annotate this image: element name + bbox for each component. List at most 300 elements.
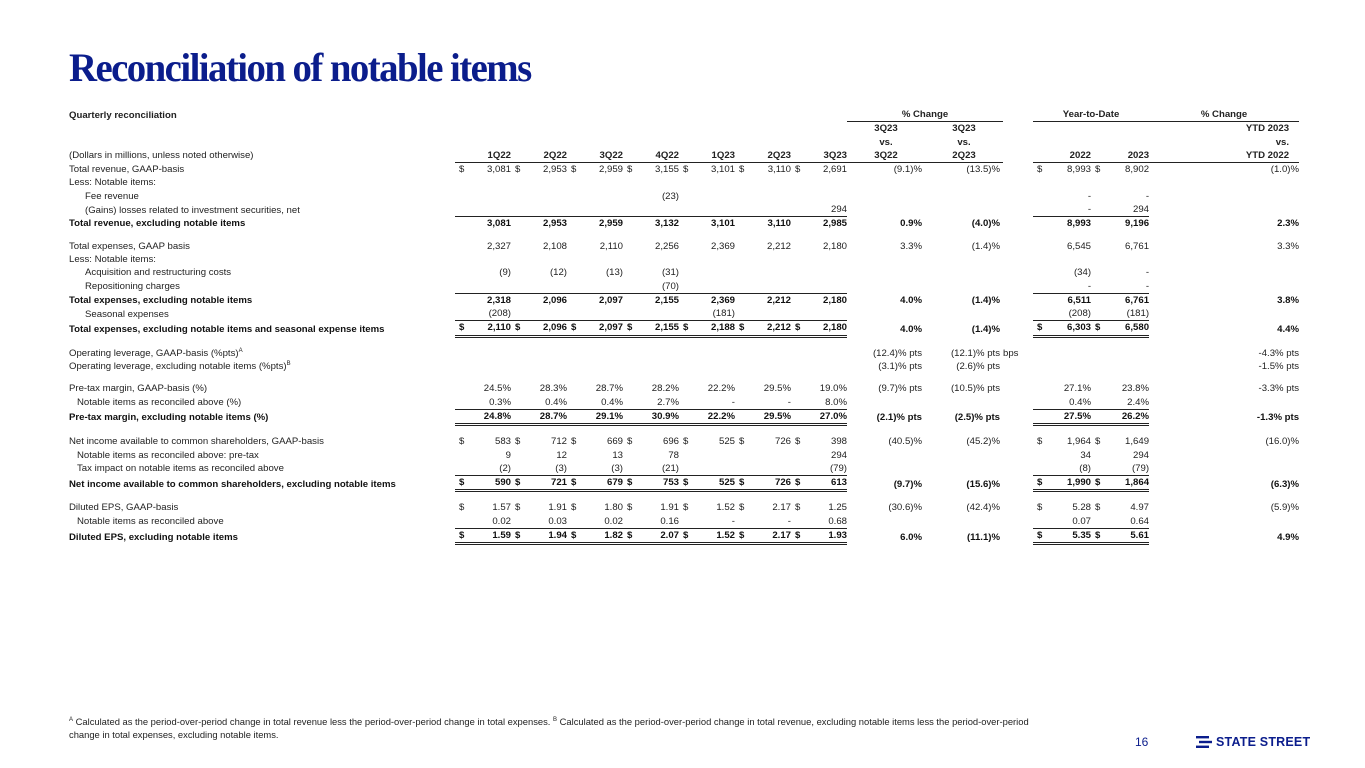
empty-cell	[801, 347, 847, 360]
table-row	[69, 347, 1299, 360]
dollar-sign	[735, 190, 745, 203]
dollar-sign: $	[567, 529, 577, 544]
dollar-sign	[567, 190, 577, 203]
empty-cell	[455, 176, 465, 189]
row-label	[69, 435, 455, 448]
ytd-change: -1.5% pts	[1258, 361, 1300, 373]
quarter-value: (23)	[661, 190, 679, 202]
page-title: Reconciliation of notable items	[69, 45, 531, 90]
dollar-sign	[511, 190, 521, 203]
ytd-value: 6,303	[1043, 321, 1091, 336]
empty-cell	[1091, 347, 1101, 360]
empty-cell	[1149, 176, 1299, 189]
ytd-change: (16.0)%	[1265, 436, 1300, 448]
quarter-value: 590	[465, 476, 511, 491]
dollar-sign	[455, 462, 465, 476]
ytd-change: 4.4%	[1277, 323, 1300, 335]
dollar-sign	[455, 217, 465, 231]
spacer	[1003, 136, 1033, 149]
empty-cell	[623, 347, 633, 360]
dollar-sign: $	[1037, 436, 1043, 448]
row-label	[69, 396, 455, 410]
dollar-sign: $	[795, 436, 801, 448]
quarter-value: 1.91	[548, 502, 567, 514]
quarter-value: 0.4%	[521, 396, 567, 410]
dollar-sign	[623, 217, 633, 231]
ytd-value: -	[1145, 267, 1150, 279]
quarter-value: 525	[689, 476, 735, 491]
empty-cell	[791, 253, 801, 266]
empty-cell	[925, 280, 1003, 294]
quarter-value: 294	[801, 203, 847, 217]
quarter-value: 726	[745, 476, 791, 491]
empty-cell	[1003, 176, 1033, 189]
quarter-value: 24.8%	[465, 409, 511, 424]
empty-cell	[735, 347, 745, 360]
quarter-value: 2,155	[633, 321, 679, 336]
ytd-value: 23.8%	[1121, 383, 1150, 395]
dollar-sign	[679, 293, 689, 307]
dollar-sign: $	[511, 529, 521, 544]
empty-cell	[847, 190, 925, 203]
quarter-value	[577, 203, 623, 217]
row-label-text: Notable items as reconciled above (%)	[77, 397, 242, 409]
dollar-sign	[1091, 280, 1101, 294]
dollar-sign: $	[515, 164, 521, 176]
change-vs-3q22: (3.1)% pts	[878, 361, 922, 373]
empty-cell	[1003, 280, 1033, 294]
ytd-vs-header: YTD 2022	[1149, 149, 1299, 163]
dollar-sign	[623, 293, 633, 307]
empty-cell	[633, 347, 679, 360]
dollar-sign	[1033, 293, 1043, 307]
dollar-sign: $	[795, 502, 801, 514]
dollar-sign: $	[739, 502, 745, 514]
ytd-value: -	[1043, 203, 1091, 217]
empty-cell	[511, 360, 521, 373]
quarter-value: 2,369	[710, 240, 735, 252]
quarter-value: 1.52	[689, 529, 735, 544]
quarter-value: 3,081	[486, 164, 511, 176]
dollar-sign	[1091, 382, 1101, 395]
dollar-sign: $	[739, 436, 745, 448]
dollar-sign	[679, 280, 689, 294]
change-vs-2q23: (4.0)%	[971, 218, 1001, 230]
dollar-sign	[791, 307, 801, 321]
table-row	[69, 190, 1299, 203]
spacer	[1033, 122, 1149, 136]
empty-cell	[925, 307, 1003, 321]
empty-cell	[577, 253, 623, 266]
dollar-sign	[1033, 240, 1043, 253]
empty-cell	[1149, 253, 1299, 266]
ytd-value: 26.2%	[1101, 409, 1149, 424]
row-label-text: Notable items as reconciled above: pre-tax	[77, 449, 259, 461]
empty-cell	[925, 190, 1003, 203]
dollar-sign	[791, 240, 801, 253]
dollar-sign	[735, 396, 745, 410]
row-label-text: Diluted EPS, GAAP-basis	[69, 502, 179, 514]
dollar-sign	[567, 462, 577, 476]
row-label-text: Fee revenue	[85, 190, 139, 202]
empty-cell	[633, 360, 679, 373]
dollar-sign	[567, 382, 577, 395]
quarter-value: 294	[830, 449, 847, 461]
empty-cell	[623, 360, 633, 373]
empty-cell	[1149, 515, 1299, 529]
dollar-sign: $	[455, 529, 465, 544]
dollar-sign: $	[455, 321, 465, 336]
dollar-sign	[511, 266, 521, 279]
quarter-value	[465, 203, 511, 217]
quarter-value: 1.94	[521, 529, 567, 544]
change-vs-2q23: (13.5)%	[966, 164, 1001, 176]
table-header-row-3	[69, 136, 1299, 149]
dollar-sign	[735, 280, 745, 294]
footnote-b-text: Calculated as the period-over-period change in total revenue, excluding notable items less the period-over-period change in total expenses, excluding notable items.	[69, 716, 1029, 740]
quarter-value: 28.7%	[595, 383, 623, 395]
empty-cell	[521, 360, 567, 373]
dollar-sign	[1091, 203, 1101, 217]
change-vs-2q23: (1.4)%	[971, 323, 1001, 335]
row-label	[69, 307, 455, 321]
row-label	[69, 382, 455, 395]
dollar-sign: $	[683, 502, 689, 514]
change-vs-3q22: 0.9%	[900, 218, 922, 230]
quarter-value: 2,959	[598, 164, 623, 176]
quarter-value: 712	[550, 436, 567, 448]
empty-cell	[847, 449, 925, 462]
quarter-value: 2,953	[542, 164, 567, 176]
dollar-sign	[1033, 203, 1043, 217]
dollar-sign	[1033, 217, 1043, 231]
row-label	[69, 360, 455, 373]
dollar-sign	[735, 203, 745, 217]
row-label	[69, 280, 455, 294]
table-row	[69, 501, 1299, 514]
row-label	[69, 217, 455, 231]
empty-cell	[1033, 347, 1043, 360]
change-vs-3q22: 6.0%	[900, 531, 922, 543]
ytd-change: 4.9%	[1277, 531, 1300, 543]
quarter-value: 28.7%	[521, 409, 567, 424]
dollar-sign	[735, 462, 745, 476]
table-row	[69, 382, 1299, 395]
dollar-sign	[791, 449, 801, 462]
ytd-value: 8,993	[1067, 164, 1092, 176]
change-vs-3q22: (9.7)%	[893, 478, 922, 490]
row-label	[69, 253, 455, 266]
table-row	[69, 240, 1299, 253]
empty-cell	[623, 253, 633, 266]
dollar-sign: $	[511, 321, 521, 336]
change-vs-3q22: 3.3%	[900, 240, 922, 252]
quarter-value: (31)	[661, 267, 679, 279]
state-street-logo	[1196, 735, 1310, 749]
dollar-sign	[1091, 409, 1101, 424]
empty-cell	[511, 347, 521, 360]
dollar-sign	[1091, 217, 1101, 231]
vs-header-2q23: vs.	[957, 136, 971, 148]
ytd-value: -	[1087, 190, 1092, 202]
quarter-value	[745, 190, 791, 203]
empty-cell	[1043, 347, 1091, 360]
dollar-sign: $	[459, 164, 465, 176]
empty-cell	[1091, 176, 1101, 189]
empty-cell	[791, 176, 801, 189]
row-label	[69, 266, 455, 279]
quarter-value: 0.4%	[577, 396, 623, 410]
footnote	[69, 715, 1059, 741]
ytd-vs-header: YTD 2023	[1245, 123, 1290, 135]
empty-cell	[1149, 396, 1299, 410]
quarter-value: 1.93	[801, 529, 847, 544]
dollar-sign: $	[735, 529, 745, 544]
dollar-sign: $	[627, 164, 633, 176]
quarter-header: 1Q22	[455, 149, 511, 163]
dollar-sign	[455, 307, 465, 321]
quarter-value: 679	[577, 476, 623, 491]
ytd-value: 1,649	[1125, 436, 1150, 448]
dollar-sign	[455, 515, 465, 529]
dollar-sign	[511, 449, 521, 462]
ytd-change: 3.8%	[1277, 294, 1300, 306]
table-row	[69, 435, 1299, 448]
dollar-sign	[623, 462, 633, 476]
ytd-change: -3.3% pts	[1258, 383, 1300, 395]
ytd-value: 8,993	[1067, 218, 1092, 230]
dollar-sign	[679, 449, 689, 462]
row-label	[69, 515, 455, 529]
empty-cell	[1003, 476, 1033, 491]
quarter-value: (21)	[633, 462, 679, 476]
empty-cell	[847, 176, 925, 189]
dollar-sign	[1091, 462, 1101, 476]
dollar-sign	[567, 409, 577, 424]
year-header: 2022	[1033, 149, 1091, 163]
quarter-header: 4Q22	[623, 149, 679, 163]
quarter-value	[521, 203, 567, 217]
row-label-text: Total revenue, excluding notable items	[69, 218, 246, 230]
quarter-value: 0.03	[521, 515, 567, 529]
quarter-value: 2,256	[654, 240, 679, 252]
row-label	[69, 293, 455, 307]
quarter-value: 1.82	[577, 529, 623, 544]
quarter-value	[689, 203, 735, 217]
empty-cell	[735, 253, 745, 266]
dollar-sign	[455, 280, 465, 294]
quarter-value	[745, 462, 791, 476]
quarter-value: 3,132	[654, 218, 679, 230]
footnote-marker: B	[286, 360, 291, 367]
dollar-sign: $	[679, 321, 689, 336]
ytd-value: -	[1145, 190, 1150, 202]
table-header-row-4	[69, 149, 1299, 163]
dollar-sign	[511, 293, 521, 307]
dollar-sign	[511, 396, 521, 410]
quarter-value: (3)	[577, 462, 623, 476]
empty-cell	[689, 253, 735, 266]
quarter-value	[465, 190, 511, 203]
dollar-sign	[1033, 515, 1043, 529]
dollar-sign: $	[571, 436, 577, 448]
quarter-header: 2Q22	[511, 149, 567, 163]
table-row	[69, 396, 1299, 410]
empty-cell	[1003, 435, 1033, 448]
dollar-sign	[1033, 190, 1043, 203]
dollar-sign	[455, 266, 465, 279]
dollar-sign: $	[739, 164, 745, 176]
quarter-value: 2,188	[689, 321, 735, 336]
dollar-sign	[1033, 280, 1043, 294]
row-label	[69, 176, 455, 189]
dollar-sign	[679, 217, 689, 231]
table-row	[69, 321, 1299, 336]
change-vs-2q23: (2.6)% pts	[956, 361, 1001, 373]
dollar-sign: $	[623, 529, 633, 544]
dollar-sign: $	[1091, 529, 1101, 544]
empty-cell	[567, 176, 577, 189]
spacer	[1033, 136, 1149, 149]
change-vs-2q23: (10.5)% pts	[950, 383, 1001, 395]
ytd-value: 5.61	[1101, 529, 1149, 544]
dollar-sign	[567, 396, 577, 410]
reconciliation-table-container	[69, 108, 1300, 545]
row-label	[69, 163, 455, 177]
empty-cell	[1149, 462, 1299, 476]
row-label	[69, 476, 455, 491]
quarter-value: 669	[606, 436, 623, 448]
quarter-value: 1.52	[716, 502, 735, 514]
dollar-sign	[623, 240, 633, 253]
quarter-value	[577, 190, 623, 203]
change-vs-3q22: (40.5)%	[888, 436, 922, 448]
dollar-sign	[735, 382, 745, 395]
ytd-change: -1.3% pts	[1256, 412, 1300, 424]
quarter-value: 13	[612, 449, 623, 461]
empty-cell	[1003, 240, 1033, 253]
change-vs-2q23: (1.4)%	[971, 294, 1001, 306]
dollar-sign: $	[567, 321, 577, 336]
row-label-text: Notable items as reconciled above	[77, 516, 224, 528]
quarter-value: 583	[494, 436, 511, 448]
row-label-text: Total expenses, excluding notable items and seasonal expense items	[69, 323, 385, 335]
dollar-sign	[455, 240, 465, 253]
ytd-value: 0.4%	[1043, 396, 1091, 410]
quarter-value	[689, 280, 735, 294]
ytd-value: 5.35	[1043, 529, 1091, 544]
quarter-value: 2,180	[801, 321, 847, 336]
quarter-value: 3,101	[710, 218, 735, 230]
dollar-sign	[567, 217, 577, 231]
quarter-value: 3,081	[486, 218, 511, 230]
empty-cell	[925, 515, 1003, 529]
vs-header-2q23: 3Q23	[952, 123, 976, 135]
empty-cell	[1003, 462, 1033, 476]
quarter-value: 2,110	[465, 321, 511, 336]
dollar-sign: $	[627, 502, 633, 514]
ytd-change: 3.3%	[1277, 240, 1300, 252]
empty-cell	[925, 396, 1003, 410]
quarter-value: 726	[774, 436, 791, 448]
empty-cell	[633, 176, 679, 189]
empty-cell	[847, 396, 925, 410]
empty-cell	[745, 253, 791, 266]
dollar-sign	[791, 203, 801, 217]
ytd-value: 6,511	[1067, 294, 1092, 306]
table-row	[69, 280, 1299, 294]
quarter-value: -	[689, 396, 735, 410]
vs-header-3q22: 3Q22	[847, 149, 925, 163]
dollar-sign	[567, 307, 577, 321]
empty-cell	[577, 176, 623, 189]
quarter-value: (3)	[521, 462, 567, 476]
empty-cell	[1003, 515, 1033, 529]
row-label-text: Seasonal expenses	[85, 308, 169, 320]
ytd-value: -	[1101, 280, 1149, 294]
table-header-row-2	[69, 122, 1299, 136]
quarter-value: 8.0%	[801, 396, 847, 410]
quarter-value: -	[745, 396, 791, 410]
ytd-value: 1,964	[1067, 436, 1092, 448]
empty-cell	[847, 462, 925, 476]
change-vs-3q22: (9.7)% pts	[878, 383, 922, 395]
quarter-value: (2)	[465, 462, 511, 476]
quarter-value: 2,096	[542, 294, 567, 306]
ytd-value: (181)	[1101, 307, 1149, 321]
quarter-value: 29.5%	[745, 409, 791, 424]
quarter-value: (181)	[689, 307, 735, 321]
quarter-value: 22.2%	[689, 409, 735, 424]
dollar-sign	[511, 409, 521, 424]
row-label-text: Pre-tax margin, excluding notable items (%)	[69, 412, 269, 424]
dollar-sign	[1033, 409, 1043, 424]
empty-cell	[577, 347, 623, 360]
dollar-sign: $	[515, 436, 521, 448]
table-row	[69, 203, 1299, 217]
empty-cell	[847, 515, 925, 529]
quarter-value	[745, 280, 791, 294]
empty-cell	[847, 280, 925, 294]
dollar-sign: $	[1091, 476, 1101, 491]
ytd-value: (8)	[1043, 462, 1091, 476]
quarter-value	[577, 307, 623, 321]
dollar-sign	[623, 382, 633, 395]
change-vs-3q22: (30.6)%	[888, 502, 922, 514]
quarter-value: 22.2%	[707, 383, 735, 395]
dollar-sign: $	[459, 502, 465, 514]
dollar-sign: $	[623, 476, 633, 491]
dollar-sign	[1033, 266, 1043, 279]
empty-cell	[623, 176, 633, 189]
dollar-sign	[567, 293, 577, 307]
quarter-value: (12)	[549, 267, 567, 279]
quarter-value	[801, 266, 847, 279]
dollar-sign	[791, 190, 801, 203]
dollar-sign	[455, 449, 465, 462]
change-vs-3q22: 4.0%	[900, 323, 922, 335]
empty-cell	[1003, 396, 1033, 410]
spacer-row	[69, 336, 1299, 347]
empty-cell	[1091, 360, 1101, 373]
dollar-sign	[791, 409, 801, 424]
empty-cell	[1149, 307, 1299, 321]
dollar-sign	[623, 190, 633, 203]
ytd-value: (79)	[1101, 462, 1149, 476]
empty-cell	[1003, 163, 1033, 177]
empty-cell	[925, 266, 1003, 279]
row-label-text: Less: Notable items:	[69, 177, 156, 189]
